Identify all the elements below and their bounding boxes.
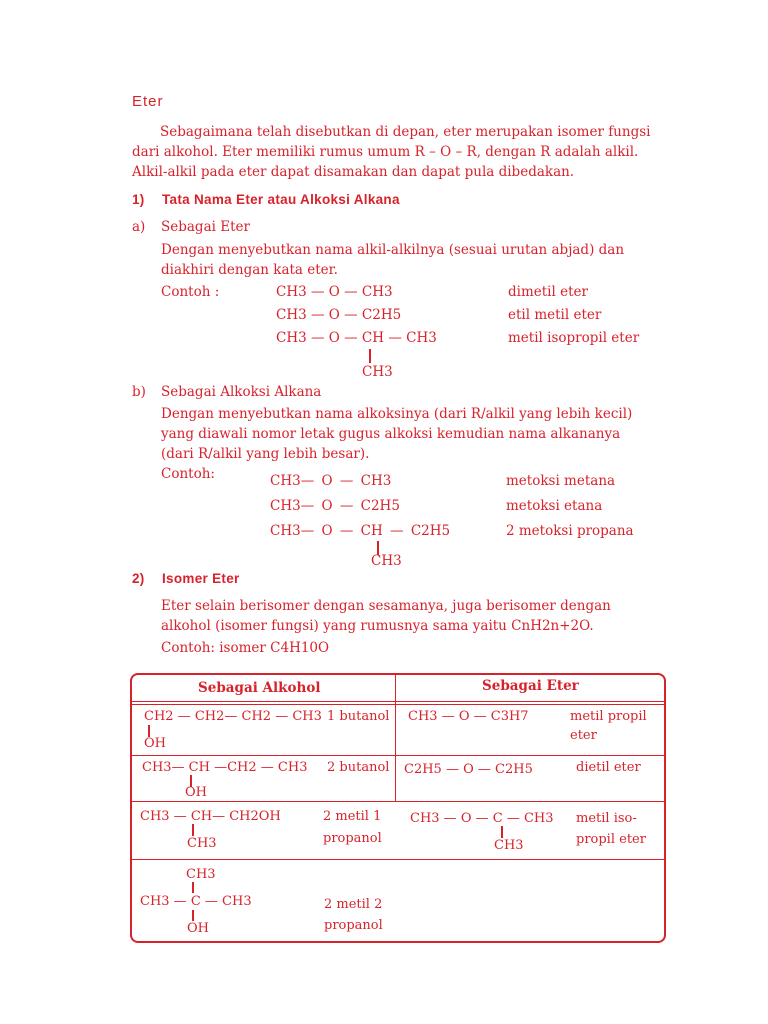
table-header-divider: [132, 701, 664, 702]
section2-number: 2): [132, 571, 145, 586]
bond-line: [369, 349, 371, 363]
ether-branch: CH3: [494, 838, 524, 853]
name-metil-isopropil-eter: metil isopropil eter: [508, 330, 640, 346]
branch-ch3: CH3: [371, 553, 402, 569]
header-alkohol: Sebagai Alkohol: [198, 680, 321, 696]
ether-formula: CH3 — O — C — CH3: [410, 811, 554, 826]
desc-line: diakhiri dengan kata eter.: [161, 262, 338, 278]
contoh-label: Contoh:: [161, 466, 215, 482]
alcohol-formula: CH3 — C — CH3: [140, 894, 252, 909]
desc-line: Dengan menyebutkan nama alkoksinya (dari R/alkil yang lebih kecil): [161, 406, 633, 422]
formula-metoksi-etana: CH3— O — C2H5: [270, 498, 400, 514]
section1-title: Tata Nama Eter atau Alkoksi Alkana: [162, 192, 400, 207]
section2-title: Isomer Eter: [162, 571, 240, 586]
formula-dimetil-eter: CH3 — O — CH3: [276, 284, 393, 300]
alcohol-name: 1 butanol: [327, 709, 390, 724]
subsection-a-desc: [161, 240, 665, 280]
name-2-metoksi-propana: 2 metoksi propana: [506, 523, 634, 539]
bond-line: [192, 910, 194, 921]
table-header-divider: [132, 704, 664, 705]
table-column-divider: [395, 675, 396, 802]
alcohol-name: 2 metil 1: [323, 809, 382, 824]
formula-metoksi-metana: CH3— O — CH3: [270, 473, 392, 489]
name-etil-metil-eter: etil metil eter: [508, 307, 602, 323]
ether-name: dietil eter: [576, 760, 641, 775]
isomer-table: [130, 673, 666, 943]
name-dimetil-eter: dimetil eter: [508, 284, 588, 300]
subsection-a-label: a): [132, 219, 146, 235]
table-row-divider: [132, 859, 664, 860]
desc-line: yang diawali nomor letak gugus alkoksi kemudian nama alkananya: [161, 426, 621, 442]
intro-line: Sebagaimana telah disebutkan di depan, eter merupakan isomer fungsi: [160, 124, 651, 140]
alcohol-top-branch: CH3: [186, 867, 216, 882]
ether-formula: CH3 — O — C3H7: [408, 709, 529, 724]
ether-name: propil eter: [576, 832, 646, 847]
desc-line: (dari R/alkil yang lebih besar).: [161, 446, 370, 462]
subsection-b-label: b): [132, 384, 146, 400]
contoh-isomer: Contoh: isomer C4H10O: [161, 640, 330, 656]
formula-2-metoksi-propana: CH3— O — CH — C2H5: [270, 523, 451, 539]
alcohol-branch: CH3: [187, 836, 217, 851]
subsection-b-desc: [161, 404, 665, 464]
alcohol-name: 2 butanol: [327, 760, 390, 775]
intro-paragraph: [132, 122, 666, 182]
alcohol-branch: OH: [187, 921, 209, 936]
intro-line: Alkil-alkil pada eter dapat disamakan dan dapat pula dibedakan.: [132, 164, 575, 180]
alcohol-formula: CH3— CH —CH2 — CH3: [142, 760, 308, 775]
bond-line: [192, 824, 194, 836]
name-metoksi-etana: metoksi etana: [506, 498, 603, 514]
ether-formula: C2H5 — O — C2H5: [404, 762, 533, 777]
page-title: Eter: [132, 93, 164, 110]
desc-line: Dengan menyebutkan nama alkil-alkilnya (sesuai urutan abjad) dan: [161, 242, 625, 258]
alcohol-branch: OH: [144, 736, 166, 751]
subsection-b-title: Sebagai Alkoksi Alkana: [161, 384, 322, 400]
intro-line: dari alkohol. Eter memiliki rumus umum R – O – R, dengan R adalah alkil.: [132, 144, 639, 160]
table-row-divider: [132, 755, 664, 756]
ether-name: metil propil: [570, 709, 647, 724]
formula-metil-isopropil-eter: CH3 — O — CH — CH3: [276, 330, 437, 346]
ether-name: metil iso-: [576, 811, 637, 826]
header-eter: Sebagai Eter: [482, 678, 579, 694]
alcohol-name: 2 metil 2: [324, 897, 383, 912]
alcohol-branch: OH: [185, 785, 207, 800]
bond-line: [501, 826, 503, 838]
desc-line: alkohol (isomer fungsi) yang rumusnya sama yaitu CnH2n+2O.: [161, 618, 594, 634]
alcohol-formula: CH3 — CH— CH2OH: [140, 809, 281, 824]
ether-name: eter: [570, 728, 597, 743]
branch-ch3: CH3: [362, 364, 393, 380]
alcohol-formula: CH2 — CH2— CH2 — CH3: [144, 709, 322, 724]
bond-line: [192, 882, 194, 893]
section1-number: 1): [132, 192, 145, 207]
section2-desc: [161, 596, 665, 636]
name-metoksi-metana: metoksi metana: [506, 473, 616, 489]
alcohol-name: propanol: [324, 918, 383, 933]
subsection-a-title: Sebagai Eter: [161, 219, 250, 235]
desc-line: Eter selain berisomer dengan sesamanya, juga berisomer dengan: [161, 598, 611, 614]
alcohol-name: propanol: [323, 831, 382, 846]
contoh-label: Contoh :: [161, 284, 220, 300]
table-row-divider: [132, 801, 664, 802]
formula-etil-metil-eter: CH3 — O — C2H5: [276, 307, 402, 323]
